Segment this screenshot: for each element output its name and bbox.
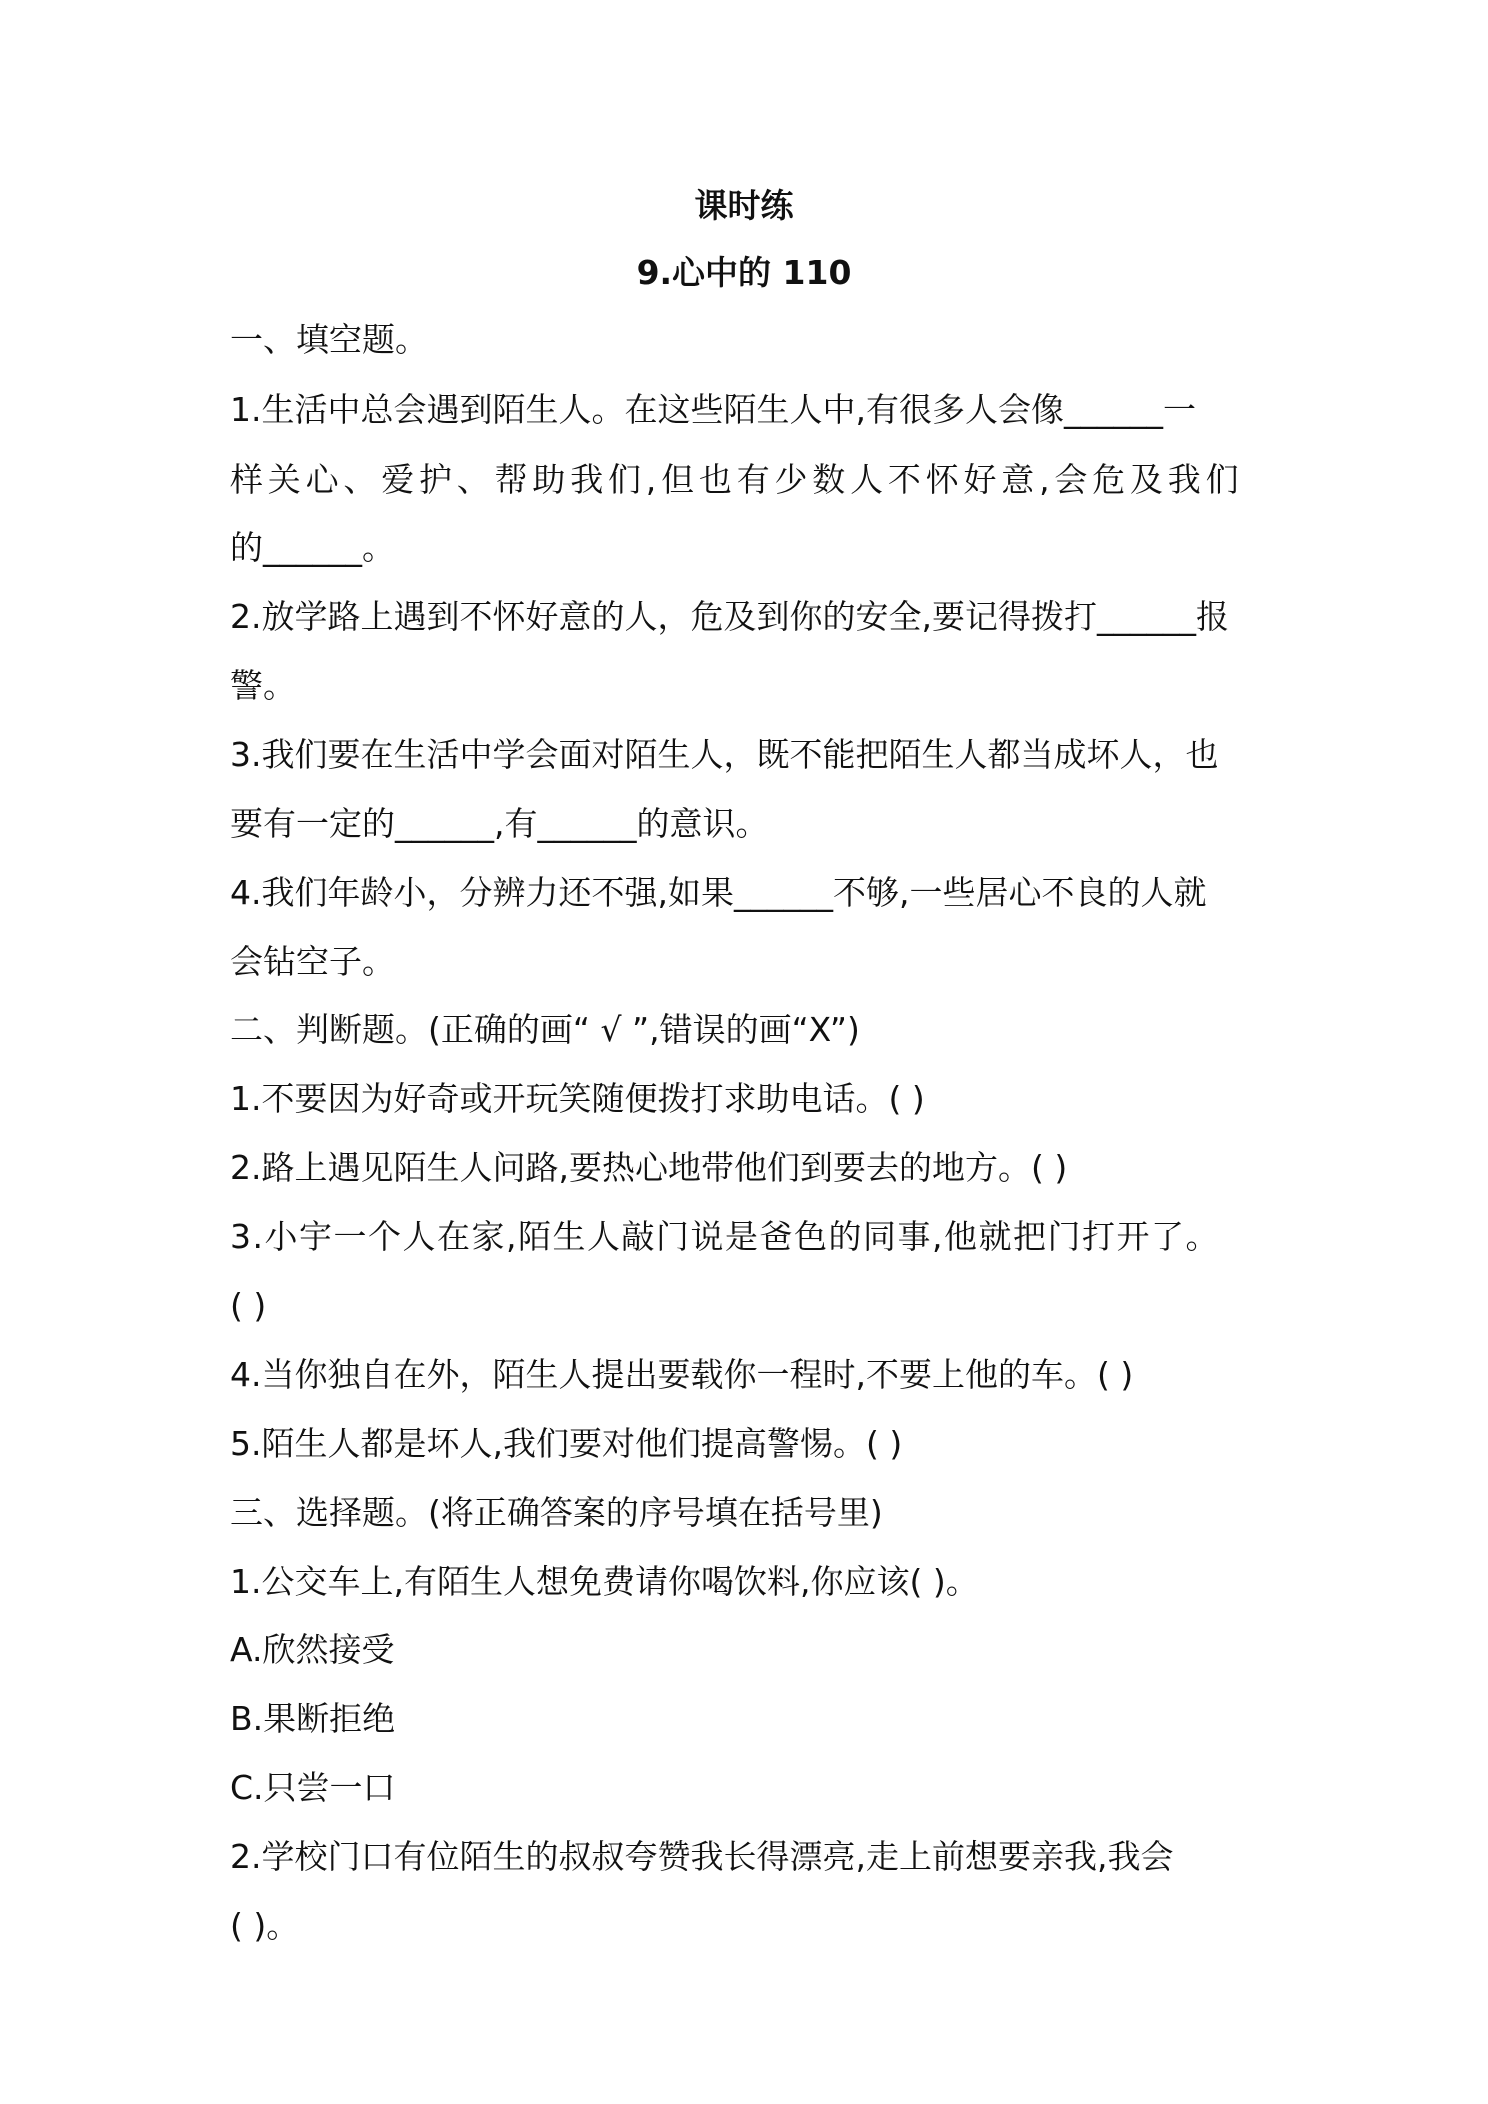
section-heading-true-false: 二、判断题。(正确的画“ √ ”,错误的画“X”) [230, 1010, 860, 1049]
question-3-1-option-a: A.欣然接受 [230, 1630, 395, 1669]
question-1-2-line-2: 警。 [230, 666, 296, 705]
question-1-4-line-1: 4.我们年龄小，分辨力还不强,如果______不够,一些居心不良的人就 [230, 873, 1207, 912]
question-1-3-line-1: 3.我们要在生活中学会面对陌生人，既不能把陌生人都当成坏人，也 [230, 735, 1219, 774]
question-1-2-line-1: 2.放学路上遇到不怀好意的人，危及到你的安全,要记得拨打______报 [230, 597, 1229, 636]
question-3-2-line-1: 2.学校门口有位陌生的叔叔夸赞我长得漂亮,走上前想要亲我,我会 [230, 1837, 1174, 1876]
question-2-5: 5.陌生人都是坏人,我们要对他们提高警惕。( ) [230, 1424, 903, 1463]
question-1-3-line-2: 要有一定的______,有______的意识。 [230, 804, 769, 843]
section-heading-fill-blank: 一、填空题。 [230, 320, 428, 359]
section-heading-multiple-choice: 三、选择题。(将正确答案的序号填在括号里) [230, 1493, 883, 1532]
question-1-1-line-1: 1.生活中总会遇到陌生人。在这些陌生人中,有很多人会像______一 [230, 390, 1196, 429]
question-3-2-line-2: ( )。 [230, 1906, 300, 1945]
question-2-1: 1.不要因为好奇或开玩笑随便拨打求助电话。( ) [230, 1079, 925, 1118]
question-2-4: 4.当你独自在外，陌生人提出要载你一程时,不要上他的车。( ) [230, 1355, 1134, 1394]
question-2-3-line-1: 3.小宇一个人在家,陌生人敲门说是爸色的同事,他就把门打开了。 [230, 1217, 1220, 1256]
lesson-title: 9.心中的 110 [636, 253, 852, 292]
question-1-1-line-3: 的______。 [230, 528, 395, 567]
page-title: 课时练 [694, 186, 794, 225]
question-2-3-line-2: ( ) [230, 1286, 267, 1325]
question-3-1-option-b: B.果断拒绝 [230, 1699, 396, 1738]
question-3-1-stem: 1.公交车上,有陌生人想免费请你喝饮料,你应该( )。 [230, 1562, 979, 1601]
question-1-1-line-2: 样关心、爱护、帮助我们,但也有少数人不怀好意,会危及我们 [230, 460, 1244, 499]
question-2-2: 2.路上遇见陌生人问路,要热心地带他们到要去的地方。( ) [230, 1148, 1068, 1187]
question-1-4-line-2: 会钻空子。 [230, 942, 395, 981]
question-3-1-option-c: C.只尝一口 [230, 1768, 396, 1807]
